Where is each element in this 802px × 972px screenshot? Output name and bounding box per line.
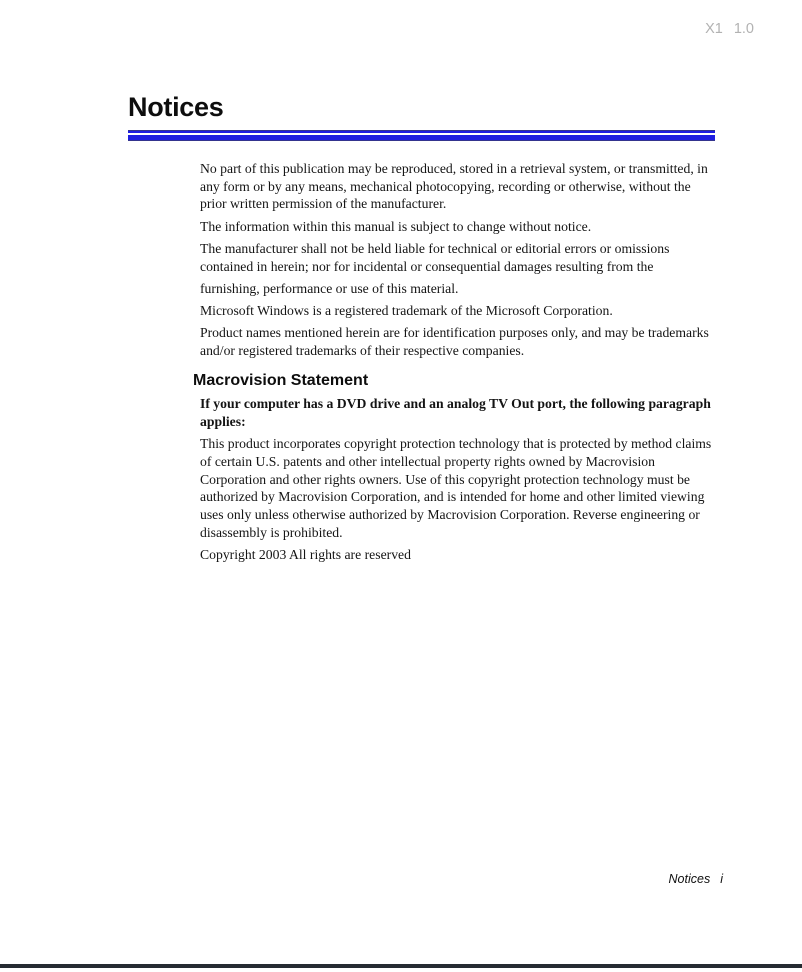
copyright-line: Copyright 2003 All rights are reserved: [200, 546, 411, 562]
doc-model-label: X1: [705, 21, 723, 37]
notice-paragraph: No part of this publication may be reproduced, stored in a retrieval system, or transmitted, in any form or by any means, mechanical photocopying, recording or otherwise, without the prior written permission of the manufacturer.: [200, 161, 708, 212]
notice-paragraph: Product names mentioned herein are for identification purposes only, and may be trademarks and/or registered trademarks of their respective companies.: [200, 325, 709, 358]
footer-page-number: i: [720, 872, 723, 886]
footer-section-label: Notices: [668, 872, 711, 886]
macrovision-intro: If your computer has a DVD drive and an analog TV Out port, the following paragraph applies:: [200, 396, 711, 429]
page-title: Notices: [128, 92, 224, 122]
doc-version-number: 1.0: [733, 21, 754, 37]
doc-version: [705, 21, 754, 37]
notice-paragraph: Microsoft Windows is a registered trademark of the Microsoft Corporation.: [200, 302, 613, 318]
notices-content: [193, 160, 714, 568]
page-footer: [669, 872, 723, 886]
macrovision-heading: Macrovision Statement: [193, 371, 369, 389]
notice-paragraph: furnishing, performance or use of this material.: [200, 280, 459, 296]
page-bottom-rule: [0, 964, 802, 968]
notice-paragraph: The information within this manual is subject to change without notice.: [200, 218, 592, 234]
title-rule-divider: [128, 130, 715, 141]
notice-paragraph: The manufacturer shall not be held liable for technical or editorial errors or omissions contained in herein; nor for incidental or consequential damages resulting from the: [200, 240, 670, 274]
macrovision-body: This product incorporates copyright protection technology that is protected by method claims of certain U.S. patents and other intellectual property rights owned by Macrovision Corporation and other rights owners. Use of this copyright protection technology must be authorized by Macrovision Corporation, and is intended for home and other limited viewing uses only unless otherwise authorized by Macrovision Corporation. Reverse engineering or disassembly is prohibited.: [200, 436, 712, 540]
